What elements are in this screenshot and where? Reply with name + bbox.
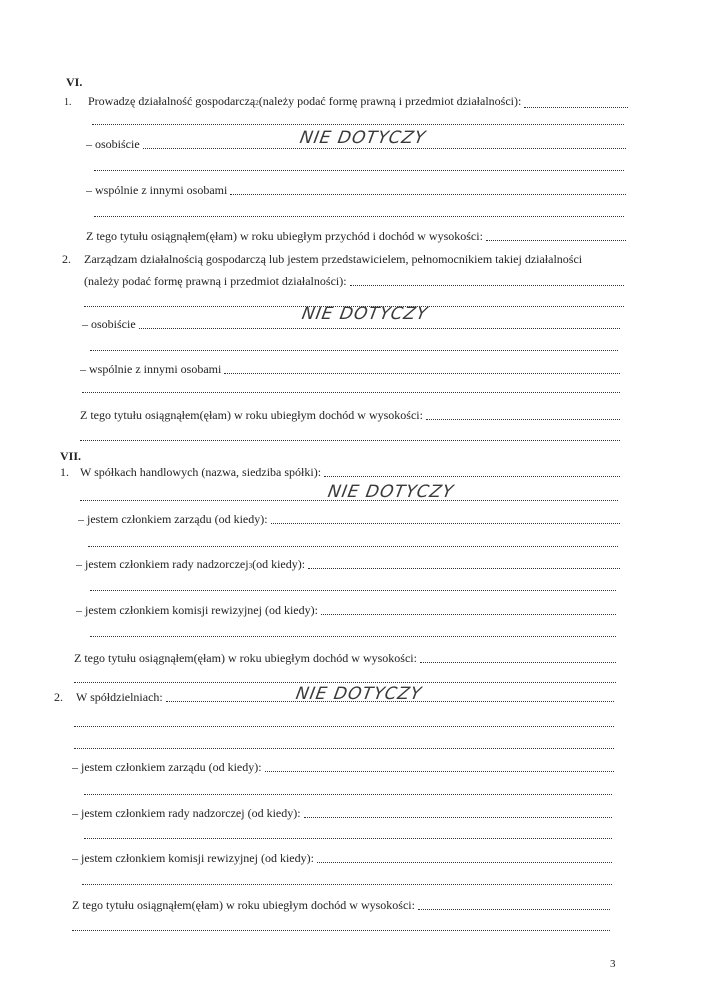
vi-wspolnie-label: – wspólnie z innymi osobami [86,183,228,197]
vi-fill-line[interactable] [82,392,620,393]
vi-item1-rest: (należy podać formę prawną i przedmiot działalności): [258,94,522,108]
vii-zarzad2-label: – jestem członkiem zarządu (od kiedy): [72,760,262,774]
vii-rada-label: – jestem członkiem rady nadzorczej [76,557,249,571]
vi-item1-number: 1. [64,97,72,108]
vii-item1-label: W spółkach handlowych (nazwa, siedziba spółki): [80,465,322,479]
vi-item2-label: Zarządzam działalnością gospodarczą lub jestem przedstawicielem, pełnomocnikiem takiej działalności [84,252,583,266]
vi-item2-line2 [84,274,624,288]
vii-fill-line[interactable] [74,748,614,749]
vi-item2-label2: (należy podać formę prawną i przedmiot działalności): [84,274,347,288]
vi-income1-dots[interactable] [486,232,626,241]
vi-osobiscie-label: – osobiście [86,137,140,151]
vii-komisja2-line [72,851,612,865]
vii-komisja-dots[interactable] [321,606,616,615]
vi-income2-label: Z tego tytułu osiągnąłem(ęłam) w roku ubiegłym dochód w wysokości: [80,408,423,422]
vi-wspolnie2-line [80,362,620,376]
vii-fill-line[interactable] [88,546,618,547]
vii-fill-line[interactable] [74,682,616,683]
section-vii-heading: VII. [60,449,82,463]
vi-income2-line [80,408,620,422]
handwritten-not-applicable: NIE DOTYCZY [326,482,456,502]
vii-rada-rest: (od kiedy): [252,557,306,571]
vii-zarzad-line [78,512,620,526]
vii-zarzad-dots[interactable] [271,515,620,524]
handwritten-not-applicable: NIE DOTYCZY [300,304,430,324]
vi-fill-line[interactable] [94,170,624,171]
vi-item1-line: 1. Prowadzę działalność gospodarczą 2 (należy podać formę prawną i przedmiot działalności): [64,94,628,110]
vi-item2-number: 2. [62,252,71,266]
vii-fill-line[interactable] [84,838,612,839]
vii-income1-dots[interactable] [420,654,616,663]
vii-rada2-dots[interactable] [304,809,612,818]
vi-item2-dots[interactable] [350,277,624,286]
vii-fill-line[interactable] [84,794,612,795]
vii-item2-label: W spółdzielniach: [76,690,163,704]
vi-income1-line [86,229,626,243]
vii-item1-line [60,465,620,479]
handwritten-not-applicable: NIE DOTYCZY [294,684,424,704]
vi-fill-line[interactable] [80,440,620,441]
vi-wspolnie-dots[interactable] [230,186,626,195]
vii-fill-line[interactable] [74,726,614,727]
vii-rada2-label: – jestem członkiem rady nadzorczej (od kiedy): [72,806,301,820]
vi-income2-dots[interactable] [426,411,620,420]
vii-fill-line[interactable] [90,636,616,637]
vii-rada-dots[interactable] [308,560,620,569]
vi-osobiscie2-label: – osobiście [82,317,136,331]
vi-fill-line[interactable] [94,216,624,217]
vii-komisja2-dots[interactable] [317,854,612,863]
vii-zarzad-label: – jestem członkiem zarządu (od kiedy): [78,512,268,526]
vi-wspolnie2-label: – wspólnie z innymi osobami [80,362,222,376]
vii-income1-line [74,651,616,665]
vi-fill-line[interactable] [90,350,618,351]
vi-wspolnie2-dots[interactable] [224,365,620,374]
vii-item2-number: 2. [54,690,63,704]
vii-komisja-label: – jestem członkiem komisji rewizyjnej (od kiedy): [76,603,318,617]
handwritten-not-applicable: NIE DOTYCZY [298,128,428,148]
vii-komisja-line [76,603,616,617]
vii-fill-line[interactable] [90,590,616,591]
vi-item1-label: Prowadzę działalność gospodarczą [88,94,256,108]
vii-item1-dots[interactable] [324,468,620,477]
vii-rada-line: – jestem członkiem rady nadzorczej 3 (od kiedy): [76,557,620,571]
vii-income2-line [72,898,610,912]
vii-income2-label: Z tego tytułu osiągnąłem(ęłam) w roku ubiegłym dochód w wysokości: [72,898,415,912]
vii-rada2-line [72,806,612,820]
vi-fill-line[interactable] [92,124,624,125]
vii-komisja2-label: – jestem członkiem komisji rewizyjnej (od kiedy): [72,851,314,865]
vi-item1-dots[interactable] [524,99,628,108]
vii-income1-label: Z tego tytułu osiągnąłem(ęłam) w roku ubiegłym dochód w wysokości: [74,651,417,665]
page-number: 3 [610,958,616,970]
vii-zarzad2-dots[interactable] [265,763,614,772]
vii-zarzad2-line [72,760,614,774]
vii-item1-number: 1. [60,465,69,479]
vi-wspolnie-line [86,183,626,197]
section-vi-heading: VI. [66,75,83,89]
vii-fill-line[interactable] [72,930,610,931]
vi-item2-line [62,252,628,266]
vii-income2-dots[interactable] [418,901,610,910]
vii-fill-line[interactable] [82,884,612,885]
vi-income1-label: Z tego tytułu osiągnąłem(ęłam) w roku ubiegłym przychód i dochód w wysokości: [86,229,483,243]
